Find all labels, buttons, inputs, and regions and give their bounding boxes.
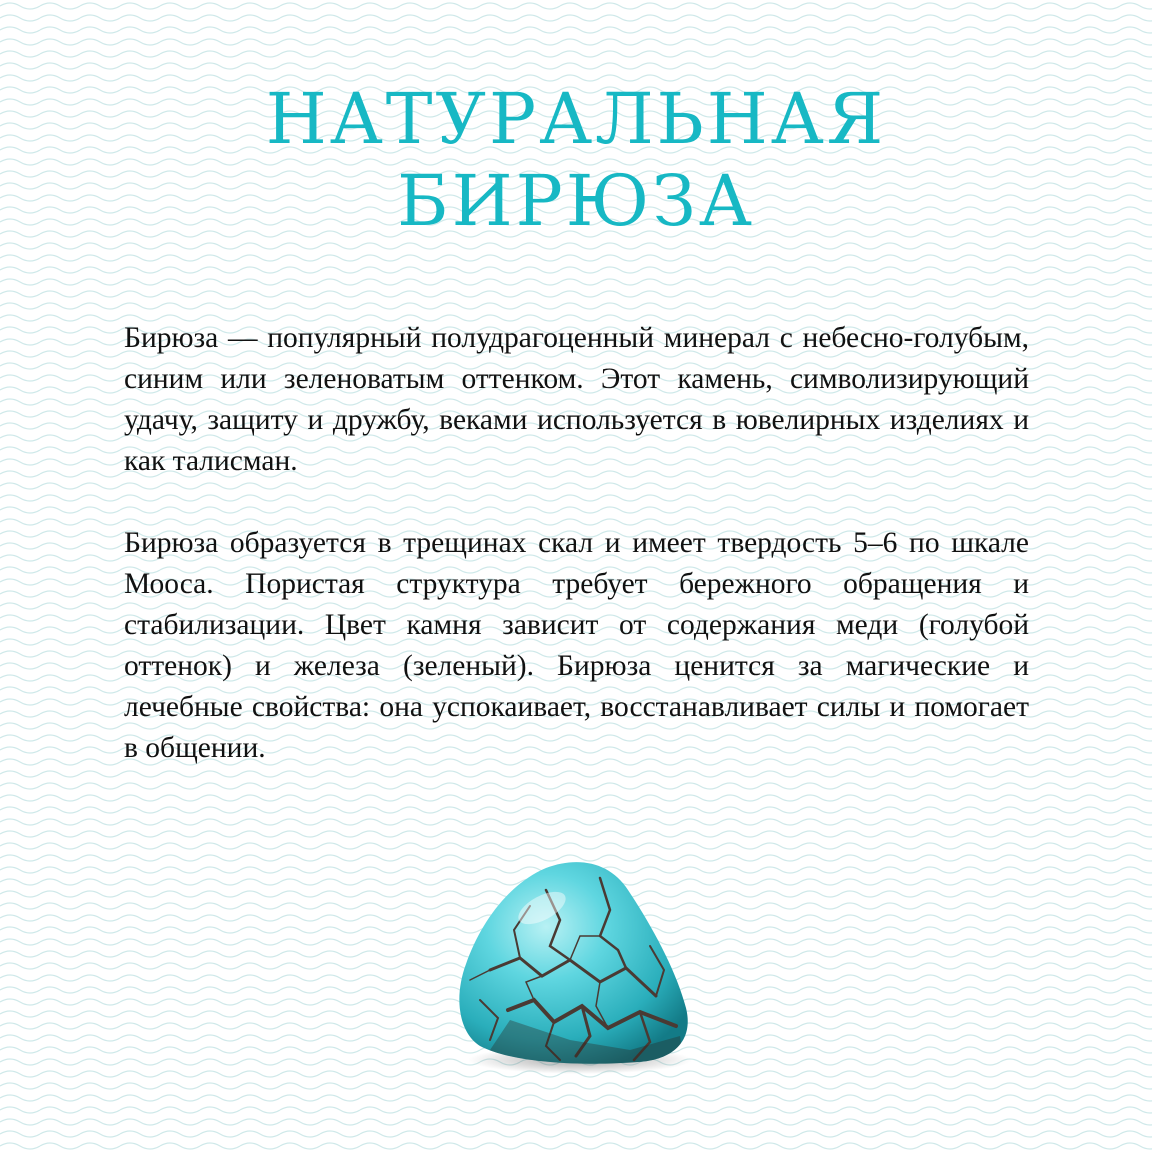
title-line-1: НАТУРАЛЬНАЯ xyxy=(265,78,887,160)
description xyxy=(124,318,1029,810)
page-title xyxy=(0,78,1152,242)
paragraph-intro: Бирюза — популярный полудрагоценный минерал с небесно-голубым, синим или зеленоватым оттенком. Этот камень, символизирующий удачу, защиту и дружбу, веками используется в ювелирных изделиях и как талисман. xyxy=(124,322,1029,477)
title-line-2: БИРЮЗА xyxy=(397,160,755,242)
turquoise-stone-icon xyxy=(450,850,702,1078)
paragraph-properties: Бирюза образуется в трещинах скал и имеет твердость 5–6 по шкале Мооса. Пористая структура требует бережного обращения и стабилизации. Цвет камня зависит от содержания меди (голубой оттенок) и железа (зеленый). Бирюза ценится за магические и лечебные свойства: она успокаивает, восстанавливает силы и помогает в общении. xyxy=(124,527,1029,764)
